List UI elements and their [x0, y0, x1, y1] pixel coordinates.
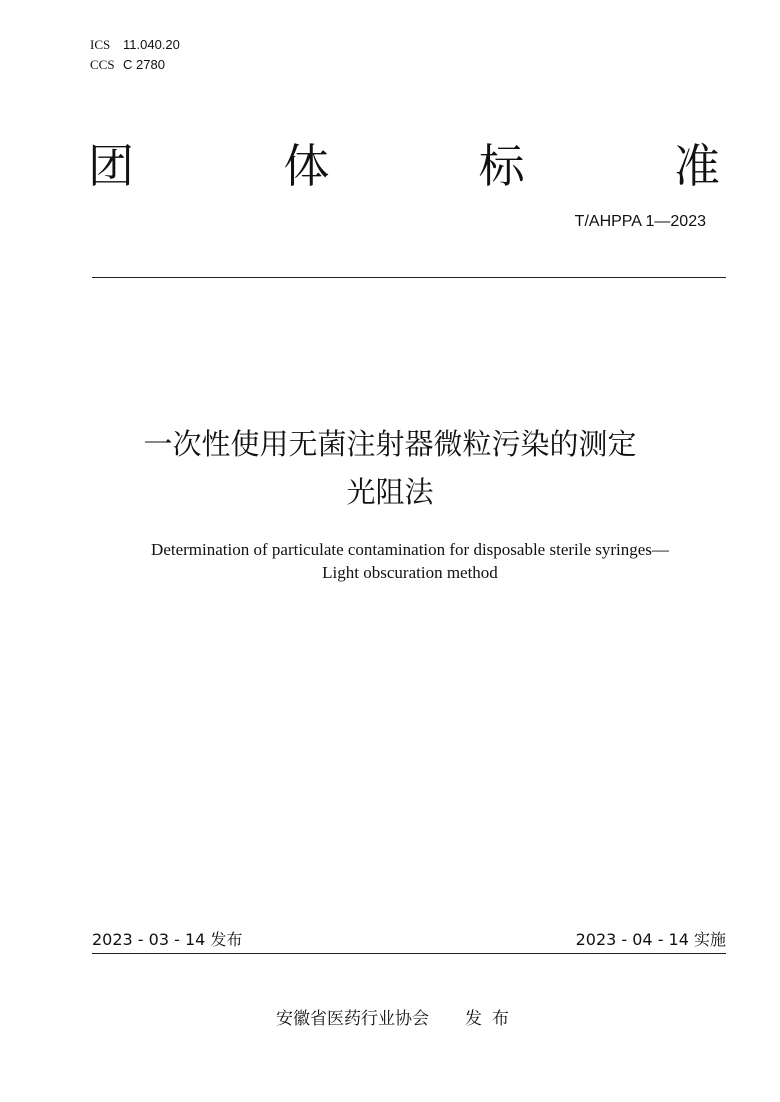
publisher-action: 发布	[465, 1009, 519, 1029]
publisher	[276, 1008, 519, 1030]
ccs-value: C 2780	[123, 57, 165, 72]
publisher-name: 安徽省医药行业协会	[276, 1009, 429, 1029]
ccs-label: CCS	[90, 57, 115, 72]
standard-type-heading	[88, 138, 720, 194]
ccs-code	[90, 57, 165, 74]
standard-type-char: 体	[283, 139, 330, 193]
ics-value: 11.040.20	[123, 37, 180, 52]
footer-divider	[92, 953, 726, 954]
issue-date: 2023 - 03 - 14 发布	[92, 930, 243, 949]
title-zh-line1: 一次性使用无菌注射器微粒污染的测定	[143, 427, 637, 461]
standard-type-char: 标	[478, 139, 525, 193]
standard-type-char: 团	[88, 139, 134, 193]
title-en-line2: Light obscuration method	[322, 563, 498, 582]
title-zh-line2: 光阻法	[346, 475, 434, 509]
ics-code	[90, 37, 180, 54]
standard-number: T/AHPPA 1—2023	[574, 213, 706, 230]
header-divider	[92, 277, 726, 278]
standard-type-char: 准	[673, 139, 720, 193]
ics-label: ICS	[90, 37, 111, 52]
implement-date: 2023 - 04 - 14 实施	[575, 930, 726, 949]
title-en-line1: Determination of particulate contamination for disposable sterile syringes—	[151, 540, 669, 559]
